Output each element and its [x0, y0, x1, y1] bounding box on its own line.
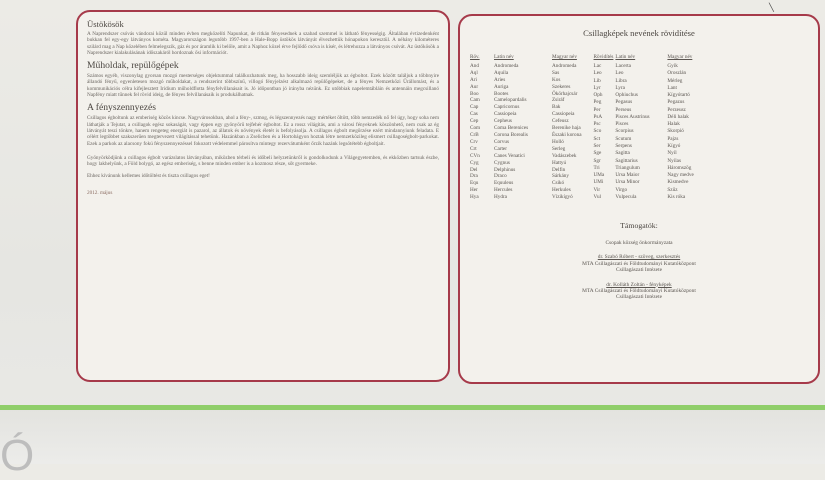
info-panel-right [458, 14, 820, 384]
author-1-inst: Csillagászati Intézete [616, 267, 662, 274]
cell-latin-name: Cassiopeia [494, 111, 517, 118]
cell-latin-name: Lacerta [615, 63, 631, 70]
constellation-row [594, 186, 696, 193]
cell-abbrev: Dra [470, 173, 478, 180]
cell-abbrev: Cep [470, 118, 479, 125]
cell-hungarian-name: Háromszög [667, 164, 692, 171]
constellation-row [470, 125, 584, 132]
header-latin: Latin név [615, 54, 636, 60]
cell-abbrev: Ari [470, 76, 477, 83]
constellation-abbrev-title: Csillagképek nevének rövidítése [583, 28, 695, 38]
cell-abbrev: UMa [593, 172, 605, 179]
cell-latin-name: Pisces Austrinus [615, 113, 650, 120]
cell-hungarian-name: Delfin [552, 166, 566, 173]
header-latin: Latin név [494, 54, 514, 60]
cell-hungarian-name: Csikó [552, 180, 565, 187]
constellation-row [594, 121, 696, 128]
constellation-row [470, 146, 584, 153]
cell-abbrev: Ser [593, 143, 601, 149]
constellation-row [594, 63, 696, 70]
cell-latin-name: Leo [615, 70, 624, 77]
closing-paragraph: Gyönyörködjünk a csillagos égbolt varázslatos látványában, miközben térbeli és időbeli helyzetünkről is gondolkodunk a Világegyetemben, és ekközben tartsuk észbe, hogy lakhelyünk, a Föld bolygó, az egész emberiség, s benne minden ember is a kozmosz része, sőt gyermeke. [87, 154, 439, 168]
section-comets [87, 19, 439, 56]
cell-latin-name: Carter [494, 145, 507, 152]
cell-hungarian-name: Északi korona [552, 131, 582, 138]
constellation-row [594, 143, 696, 150]
cell-hungarian-name: Déli halak [667, 113, 689, 120]
cell-hungarian-name: Berenike haja [552, 125, 581, 132]
cell-hungarian-name: Cefeusz [552, 118, 569, 125]
cell-latin-name: Sagitta [615, 150, 630, 157]
constellation-row [470, 97, 584, 104]
constellation-row [470, 77, 584, 84]
cell-hungarian-name: Szűz [667, 186, 678, 193]
cell-abbrev: Lyr [593, 84, 601, 91]
cell-abbrev: Del [470, 166, 478, 173]
cell-abbrev: Cyg [470, 159, 479, 166]
cell-latin-name: Draco [494, 173, 507, 180]
section-title: Üstökösök [87, 19, 124, 29]
cell-latin-name: Serpens [615, 143, 632, 149]
cell-abbrev: Psc [593, 121, 601, 128]
sponsor-name: Csopak község önkormányzata [605, 240, 673, 247]
cell-hungarian-name: Nyíl [667, 150, 677, 157]
cell-latin-name: Triangulum [615, 164, 640, 171]
cell-abbrev: Lib [593, 77, 601, 84]
section-light-pollution [87, 102, 439, 146]
cell-latin-name: Pegasus [615, 99, 633, 106]
cell-latin-name: Pisces [615, 121, 629, 128]
constellation-row [594, 70, 696, 77]
cell-hungarian-name: Perzeusz [667, 106, 686, 113]
cell-hungarian-name: Vadászebek [552, 152, 577, 159]
cell-hungarian-name: Lant [667, 84, 677, 91]
cell-latin-name: Corona Borealis [494, 131, 528, 138]
cell-abbrev: Aur [470, 83, 479, 90]
cell-abbrev: Peg [593, 99, 602, 106]
constellation-row [594, 136, 696, 143]
cell-hungarian-name: Mérleg [667, 77, 683, 84]
constellation-table-left [470, 54, 584, 201]
constellation-table-right [594, 54, 696, 201]
cell-hungarian-name: Pegazus [667, 99, 685, 106]
cell-abbrev: Vir [593, 186, 601, 193]
constellation-row [594, 172, 696, 179]
publication-date: 2012. május [87, 189, 113, 196]
constellation-row [470, 63, 584, 70]
cell-hungarian-name: Holló [552, 138, 564, 145]
constellation-row [594, 194, 696, 201]
cell-hungarian-name: Serleg [552, 145, 566, 152]
cell-latin-name: Ophiuchus [615, 92, 638, 99]
cell-abbrev: Leo [593, 70, 602, 77]
cell-abbrev: Oph [593, 92, 603, 99]
cell-abbrev: Com [470, 125, 481, 132]
constellation-row [470, 84, 584, 91]
author-2-inst: Csillagászati Intézete [616, 294, 662, 301]
cell-abbrev: Equ [470, 180, 479, 187]
cell-hungarian-name: Kígyó [667, 143, 681, 149]
cell-latin-name: Ursa Maior [615, 172, 640, 179]
cell-abbrev: And [470, 62, 479, 69]
constellation-row [470, 91, 584, 98]
cell-latin-name: Scorpius [615, 128, 634, 135]
table-header-row [470, 54, 584, 63]
board-lower-area [0, 410, 825, 464]
table-header-row [594, 54, 696, 63]
constellation-row [594, 77, 696, 84]
section-paragraph: Csillagos égboltunk az emberiség közös kincse. Nagyvárosokban, ahol a fény-, szmog, és légszennyezés nagy mértéket öltött, több nemzedék nő fel úgy, hogy soha nem láthatják a Tejutat, a csillagok egész sokaságát, vagy éppen egy gyönyörű tejfehér égboltot. Ez a rossz világítás, ami a városi fényeknek köszönhető, nem csak az ég látványát teszi tönkre, hanem rengeteg energiát is pazarol, az állatok és növények életét is befolyásolja. A csillagos égbolt megőrzése ezért mindannyiunk feladata. E célért legtöbbet szakszerűen megtervezett világítással tehetünk. Hazánkban a Zselicben és a Hortobágyon hoztak létre nemzetközileg elismert csillagoségbolt-parkokat. Ezek a parkok az alacsony fokú fényszennyezéssel fokozott védelemmel párosítva mintegy rezervátumként őrzik hazánk legsötétebb égboltjait. [87, 115, 439, 147]
constellation-row [470, 70, 584, 77]
constellation-row [594, 150, 696, 157]
cell-abbrev: Crt [470, 145, 477, 152]
cell-latin-name: Virgo [615, 186, 628, 193]
constellation-row [470, 173, 584, 180]
cell-abbrev: Boo [470, 90, 479, 97]
constellation-row [594, 165, 696, 172]
cell-latin-name: Aries [494, 76, 506, 83]
cell-latin-name: Coma Berenices [494, 125, 529, 132]
cell-latin-name: Hydra [494, 194, 507, 201]
cell-hungarian-name: Kismedve [667, 179, 689, 186]
cell-abbrev: Sct [593, 135, 601, 142]
constellation-row [594, 157, 696, 164]
cell-hungarian-name: Kis róka [667, 193, 686, 200]
cell-latin-name: Equuleus [494, 180, 514, 187]
cell-latin-name: Perseus [615, 106, 632, 113]
cell-hungarian-name: Kígyótartó [667, 92, 690, 99]
constellation-tables [470, 54, 808, 201]
cell-hungarian-name: Oroszlán [667, 70, 687, 77]
constellation-row [594, 99, 696, 106]
cell-latin-name: Cepheus [494, 118, 512, 125]
cell-abbrev: Aql [470, 69, 478, 76]
section-paragraph: Számos egyéb, viszonylag gyorsan mozgó mesterséges objektummal találkozhatunk meg, ha hosszabb ideig szemléljük az égboltot. Ezek között találjuk a többnyire állandó fényű, egyenletesen mozgó műholdakat, a rendszerint többszínű, villogó fényjelzést alkalmazó repülőgépeket, de a fényes Nemzetközi Űrállomást, és a kommunikációs célra kifejlesztett Iridium műholdflotta fényfelvillanásait is. Jó időpontban jó irányba nézünk. Ez utóbbiak napelemtábláin és antennáin megcsillanó Napfény miatt tűnnek fel rövid ideig, de fényes felvillanásaik is produkálhatnak. [87, 73, 439, 99]
cell-hungarian-name: Gyík [667, 63, 678, 70]
cell-latin-name: Cygnus [494, 159, 510, 166]
cell-abbrev: Her [470, 187, 478, 194]
constellation-row [470, 132, 584, 139]
cell-abbrev: Cas [470, 111, 478, 118]
cell-latin-name: Libra [615, 77, 627, 84]
cell-hungarian-name: Halak [667, 121, 680, 128]
cell-abbrev: CVn [470, 152, 480, 159]
cell-abbrev: Cap [470, 104, 479, 111]
cell-hungarian-name: Ökörhajcsár [552, 90, 578, 97]
cell-hungarian-name: Vízikígyó [552, 194, 573, 201]
cell-latin-name: Aquila [494, 69, 509, 76]
constellation-row [470, 194, 584, 201]
constellation-row [470, 118, 584, 125]
cell-latin-name: Lyra [615, 84, 625, 91]
header-hungarian: Magyar név [667, 54, 693, 60]
section-paragraph: A Naprendszer csóvás vándorai közül minden évben megközelíti Napunkat, de ritkán fényesednek a szabad szemmel is látható fényességig. Általában évtizedenként bukkan fel egy-egy látványos kométa. Magyarországon legutóbb 1997-ben a Hale-Bopp üstökös látványát élvezhettük hónapokon keresztül. A néhány kilométeres szilárd mag a Nap közelében felmelegszik, gáz és por áramlik ki belőle, amit a Naphoz közel érve fejlődő csóva is kísér, és létrehozza a látványos csóvát. Az üstökösök a Naprendszer kialakulásának időszakáról hordoznak ősi információt. [87, 31, 439, 56]
author-2-org: MTA Csillagászati és Földtudományi Kutatóközpont [582, 288, 696, 295]
cell-hungarian-name: Sas [552, 69, 560, 76]
constellation-row [594, 107, 696, 114]
cell-latin-name: Scutum [615, 135, 632, 142]
constellation-row [470, 153, 584, 160]
constellation-row [470, 160, 584, 167]
cell-abbrev: Sge [593, 150, 602, 157]
supporters-title: Támogatók: [620, 221, 658, 231]
cell-abbrev: UMi [593, 179, 604, 186]
section-satellites [87, 60, 439, 98]
cell-hungarian-name: Hattyú [552, 159, 567, 166]
constellation-row [470, 139, 584, 146]
cell-hungarian-name: Cassiopeia [552, 111, 575, 118]
constellation-row [594, 92, 696, 99]
cell-abbrev: Per [593, 106, 601, 113]
cell-latin-name: Sagittarius [615, 157, 638, 164]
cell-hungarian-name: Andromeda [552, 62, 577, 69]
cell-hungarian-name: Zsiráf [552, 97, 565, 104]
cell-abbrev: Tri [593, 164, 600, 171]
supporters-block [470, 221, 808, 301]
cell-latin-name: Corvus [494, 138, 509, 145]
constellation-row [594, 128, 696, 135]
cell-latin-name: Bootes [494, 90, 509, 97]
partial-large-letter: Ó [0, 431, 35, 480]
cell-hungarian-name: Kos [552, 76, 561, 83]
section-closing [87, 155, 439, 180]
header-hungarian: Magyar név [552, 54, 577, 60]
cell-latin-name: Delphinus [494, 166, 516, 173]
constellation-row [470, 180, 584, 187]
constellation-row [470, 187, 584, 194]
section-title: Műholdak, repülőgépek [87, 60, 179, 72]
author-1-org: MTA Csillagászati és Földtudományi Kutatóközpont [582, 260, 696, 267]
cell-latin-name: Canes Venatici [494, 152, 525, 159]
pin-mark-icon: ╲ [769, 3, 774, 12]
cell-latin-name: Hercules [494, 187, 513, 194]
cell-latin-name: Ursa Minor [615, 179, 640, 186]
cell-hungarian-name: Bak [552, 104, 561, 111]
cell-abbrev: Lac [593, 63, 602, 70]
constellation-row [470, 167, 584, 174]
cell-abbrev: CrB [470, 131, 479, 138]
cell-hungarian-name: Pajzs [667, 135, 679, 142]
constellation-row [594, 179, 696, 186]
cell-latin-name: Auriga [494, 83, 509, 90]
cell-abbrev: PsA [593, 113, 603, 120]
constellation-row [470, 104, 584, 111]
cell-hungarian-name: Nagy medve [667, 172, 694, 179]
cell-latin-name: Andromeda [494, 62, 519, 69]
author-2-name: dr. Kolláth Zoltán - fényképek [606, 281, 672, 288]
cell-latin-name: Camelopardalis [494, 97, 527, 104]
closing-wish: Ehhez kívánunk kellemes időtöltést és tiszta csillagos eget! [87, 173, 210, 180]
cell-hungarian-name: Szekeres [552, 83, 571, 90]
cell-abbrev: Sco [593, 128, 602, 135]
header-abbrev: Rövidítés [593, 54, 614, 60]
cell-latin-name: Capricornus [494, 104, 520, 111]
cell-abbrev: Crv [470, 138, 478, 145]
cell-abbrev: Hya [470, 194, 479, 201]
constellation-row [594, 85, 696, 92]
cell-hungarian-name: Sárkány [552, 173, 569, 180]
header-abbrev: Röv. [470, 54, 480, 60]
author-1-name: dr. Szabó Róbert - szöveg, szerkesztés [597, 254, 681, 261]
cell-hungarian-name: Nyilas [667, 157, 681, 164]
cell-latin-name: Vulpecula [615, 193, 637, 200]
constellation-row [594, 114, 696, 121]
info-panel-left [76, 10, 450, 382]
cell-abbrev: Cam [470, 97, 480, 104]
cell-abbrev: Vul [593, 193, 602, 200]
cell-hungarian-name: Skorpió [667, 128, 684, 135]
cell-abbrev: Sgr [593, 157, 601, 164]
cell-hungarian-name: Herkules [552, 187, 571, 194]
section-title: A fényszennyezés [87, 102, 156, 114]
